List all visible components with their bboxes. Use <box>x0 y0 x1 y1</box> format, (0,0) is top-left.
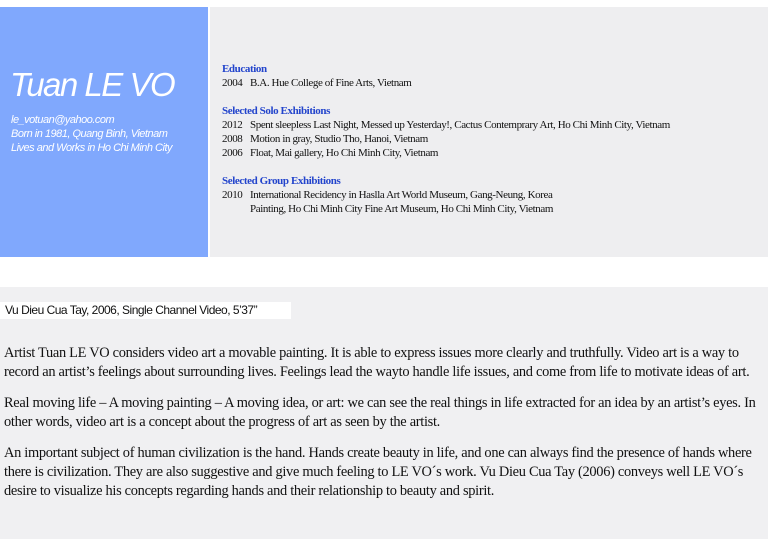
cv-section-group-exhibitions <box>222 174 762 216</box>
artist-name: Tuan LE VO <box>10 66 175 103</box>
description-paragraph: An important subject of human civilization is the hand. Hands create beauty in life, and one can always find the presence of hands where there is civilization. They are also suggestive and give much feeling to LE VO´s work. Vu Dieu Cua Tay (2006) conveys well LE VO´s desire to visualize his concepts regarding hands and their relationship to beauty and spirit. <box>4 445 752 499</box>
cv-entry <box>222 76 762 90</box>
cv-entry-year <box>222 202 250 216</box>
cv-entry <box>222 132 762 146</box>
artist-residence: Lives and Works in Ho Chi Minh City <box>11 142 173 154</box>
work-caption-bar <box>0 302 291 319</box>
cv-entry-text: International Recidency in Haslla Art World Museum, Gang-Neung, Korea <box>250 189 553 201</box>
description-paragraph: Real moving life – A moving painting – A moving idea, or art: we can see the real things in life extracted for an idea by an artist’s eyes. In other words, video art is a concept about the progress of art as seen by the artist. <box>4 395 756 430</box>
cv-entry-text: Motion in gray, Studio Tho, Hanoi, Vietnam <box>250 133 428 145</box>
cv-entry-text: Float, Mai gallery, Ho Chi Minh City, Vietnam <box>250 147 439 159</box>
work-section <box>0 287 768 539</box>
work-caption: Vu Dieu Cua Tay, 2006, Single Channel Video, 5’37” <box>5 303 258 317</box>
artist-profile-panel <box>0 7 208 257</box>
artist-contact-block <box>11 113 207 155</box>
cv-panel <box>210 7 768 257</box>
artist-email: le_votuan@yahoo.com <box>11 114 115 126</box>
cv-heading: Selected Group Exhibitions <box>222 175 341 187</box>
cv-entry <box>222 202 762 216</box>
cv-section-solo-exhibitions <box>222 104 762 160</box>
cv-entry-text: Painting, Ho Chi Minh City Fine Art Museum, Ho Chi Minh City, Vietnam <box>250 203 553 215</box>
description-paragraph: Artist Tuan LE VO considers video art a movable painting. It is able to express issues more clearly and truthfully. Video art is a way to record an artist’s feelings about surrounding lives. Feelings lead the wayto handle life issues, and come from life to motivate ideas of art. <box>4 345 750 380</box>
cv-entry-year: 2004 <box>222 77 243 89</box>
cv-entry-text: B.A. Hue College of Fine Arts, Vietnam <box>250 77 412 89</box>
cv-entry-year: 2012 <box>222 119 243 131</box>
cv-section-education <box>222 62 762 90</box>
cv-entry <box>222 118 762 132</box>
cv-entry-text: Spent sleepless Last Night, Messed up Yesterday!, Cactus Contemprary Art, Ho Chi Minh City, Vietnam <box>250 119 670 131</box>
cv-heading: Education <box>222 63 267 75</box>
cv-entry-year: 2006 <box>222 147 243 159</box>
header-section <box>0 7 768 257</box>
cv-heading: Selected Solo Exhibitions <box>222 105 330 117</box>
cv-entry <box>222 146 762 160</box>
artist-birth-info: Born in 1981, Quang Binh, Vietnam <box>11 128 168 140</box>
cv-entry <box>222 188 762 202</box>
work-description <box>4 344 760 513</box>
cv-entry-year: 2008 <box>222 133 243 145</box>
cv-entry-year: 2010 <box>222 189 243 201</box>
